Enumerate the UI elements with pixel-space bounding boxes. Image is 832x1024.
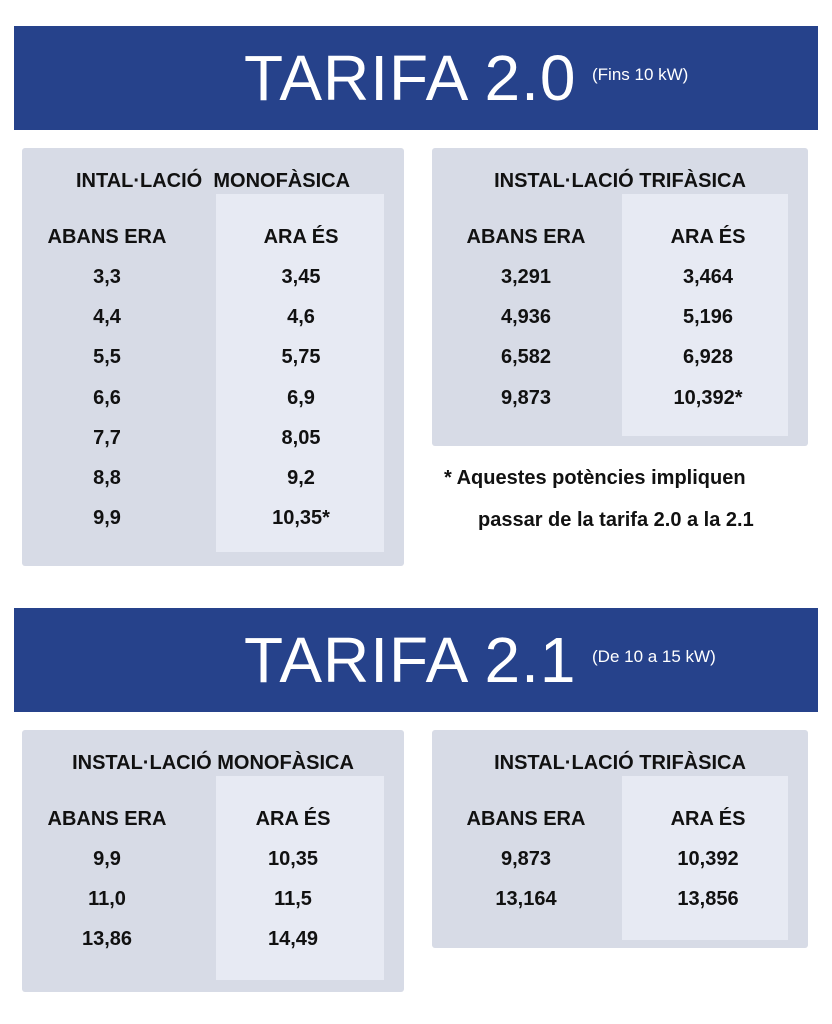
- table-cell: 9,873: [500, 848, 552, 870]
- table-cell: 10,392: [677, 848, 739, 870]
- table-cell: 13,164: [495, 888, 557, 911]
- table-cell: 4,936: [500, 306, 552, 329]
- footnote-line-1: * Aquestes potències impliquen: [444, 467, 746, 489]
- col-header-after: ARA ÉS: [670, 808, 746, 830]
- tarifa-20-mono-before-col: [32, 224, 182, 545]
- tarifa-21-mono-panel: [22, 730, 404, 992]
- table-cell: 6,6: [93, 386, 121, 409]
- table-cell: 9,2: [287, 466, 315, 489]
- tarifa-21-mono-title: INSTAL·LACIÓ MONOFÀSICA: [72, 752, 354, 774]
- col-header-before: ABANS ERA: [47, 808, 167, 830]
- col-header-after: ARA ÉS: [670, 226, 746, 248]
- table-cell: 8,8: [93, 466, 121, 489]
- tarifa-21-banner: [14, 608, 818, 712]
- tarifa-21-tri-title: INSTAL·LACIÓ TRIFÀSICA: [494, 752, 746, 774]
- table-cell: 9,9: [93, 507, 121, 530]
- table-cell: 13,856: [677, 888, 739, 911]
- table-cell: 4,6: [287, 306, 315, 329]
- table-cell: 5,196: [682, 306, 734, 329]
- table-cell: 10,35: [267, 848, 319, 870]
- tarifa-21-subtitle: (De 10 a 15 kW): [592, 647, 716, 666]
- table-cell: 11,0: [88, 888, 126, 911]
- tarifa-21-mono-after-col: [218, 806, 368, 967]
- table-cell: 4,4: [93, 306, 121, 329]
- table-cell: 11,5: [274, 888, 312, 911]
- tarifa-20-tri-panel: [432, 148, 808, 446]
- table-cell: 6,582: [500, 346, 552, 369]
- table-cell: 13,86: [81, 928, 133, 951]
- tarifa-20-subtitle: (Fins 10 kW): [592, 65, 689, 84]
- tarifa-21-tri-after-col: [628, 806, 788, 926]
- tarifa-20-title: TARIFA 2.0: [244, 42, 577, 114]
- table-cell: 8,05: [281, 426, 321, 449]
- tarifa-20-mono-after-col: [226, 224, 376, 545]
- col-header-before: ABANS ERA: [466, 226, 586, 248]
- table-cell: 10,392*: [673, 386, 743, 409]
- col-header-before: ABANS ERA: [466, 808, 586, 830]
- tarifa-21-title: TARIFA 2.1: [244, 624, 577, 696]
- table-cell: 3,45: [281, 266, 321, 288]
- col-header-after: ARA ÉS: [255, 808, 331, 830]
- table-cell: 9,9: [93, 848, 121, 870]
- table-cell: 3,3: [93, 266, 121, 288]
- tarifa-20-tri-title: INSTAL·LACIÓ TRIFÀSICA: [494, 170, 746, 192]
- table-cell: 5,5: [93, 346, 121, 369]
- table-cell: 3,464: [682, 266, 734, 288]
- tarifa-20-tri-after-col: [628, 224, 788, 425]
- tarifa-21-tri-before-col: [446, 806, 606, 926]
- tarifa-21-tri-panel: [432, 730, 808, 948]
- table-cell: 10,35*: [272, 507, 330, 530]
- table-cell: 9,873: [500, 386, 552, 409]
- table-cell: 14,49: [267, 928, 319, 951]
- tarifa-20-mono-title: INTAL·LACIÓ MONOFÀSICA: [75, 170, 351, 192]
- tarifa-20-mono-panel: [22, 148, 404, 566]
- tarifa-21-mono-before-col: [32, 806, 182, 967]
- col-header-after: ARA ÉS: [263, 226, 339, 248]
- tarifa-20-tri-before-col: [446, 224, 606, 425]
- table-cell: 3,291: [500, 266, 552, 288]
- table-cell: 6,9: [287, 386, 315, 409]
- col-header-before: ABANS ERA: [47, 226, 167, 248]
- table-cell: 5,75: [281, 346, 321, 369]
- table-cell: 7,7: [93, 426, 121, 449]
- table-cell: 6,928: [682, 346, 734, 369]
- tarifa-20-banner: [14, 26, 818, 130]
- footnote-line-2: passar de la tarifa 2.0 a la 2.1: [478, 509, 754, 531]
